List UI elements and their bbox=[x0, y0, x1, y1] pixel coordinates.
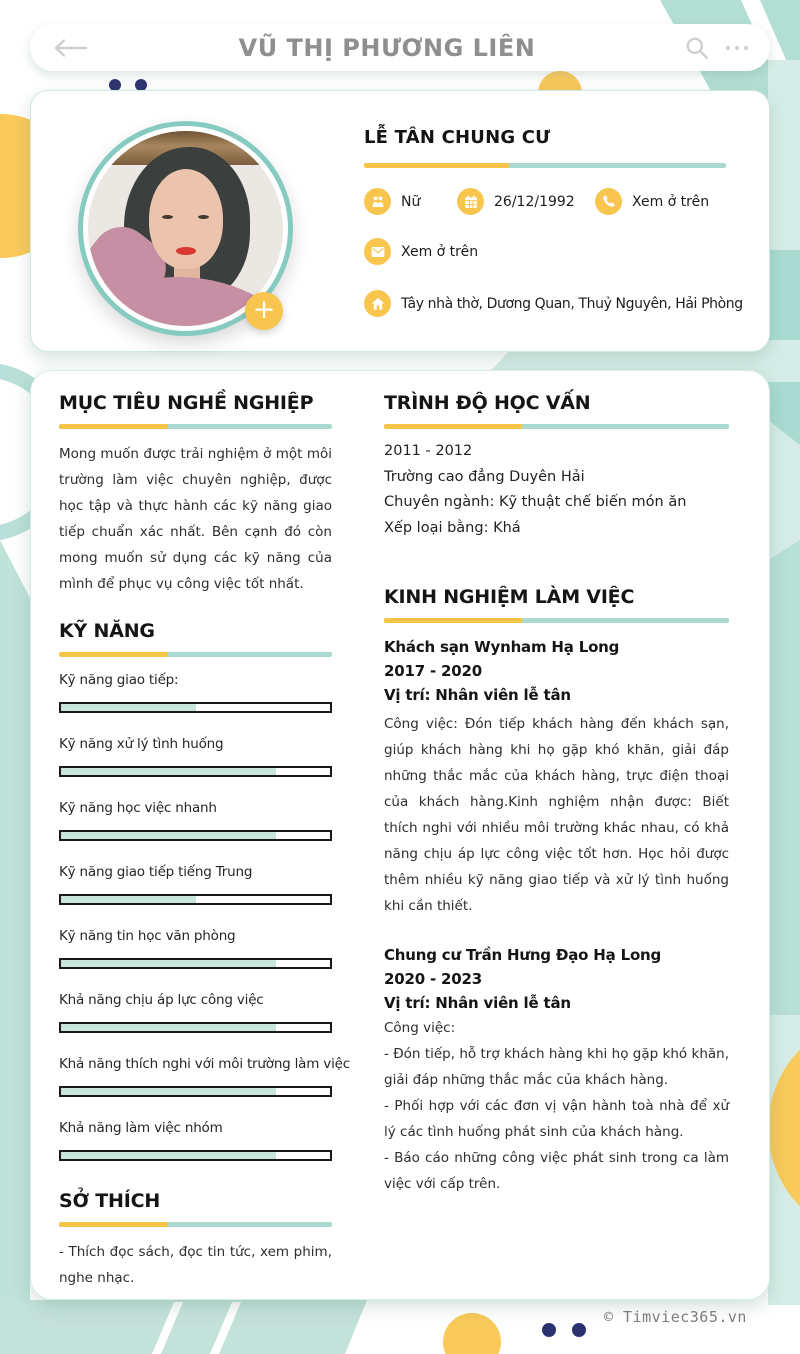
skill-bar bbox=[59, 1150, 332, 1161]
skill-bar-fill bbox=[61, 832, 276, 839]
info-row-2 bbox=[364, 238, 756, 265]
skills-heading: KỸ NĂNG bbox=[59, 620, 155, 642]
home-icon bbox=[364, 290, 391, 317]
skill-bar bbox=[59, 1086, 332, 1097]
page-title: VŨ THỊ PHƯƠNG LIÊN bbox=[238, 33, 536, 62]
education-section bbox=[384, 391, 729, 541]
skill-bar bbox=[59, 766, 332, 777]
objective-text: Mong muốn được trải nghiệm ở một môi trường làm việc chuyên nghiệp, được học tập và thực hành các kỹ năng giao tiếp chuẩn xác nhất. Bên cạnh đó còn mong muốn sử dụng các kỹ năng của mình để phục vụ công việc tốt nhất. bbox=[59, 446, 332, 592]
skill-item bbox=[59, 1055, 350, 1097]
job-position: Vị trí: Nhân viên lễ tân bbox=[384, 686, 571, 704]
skill-bar-fill bbox=[61, 1024, 276, 1031]
skill-item bbox=[59, 799, 332, 841]
skill-bar-fill bbox=[61, 1152, 276, 1159]
profile-card bbox=[30, 90, 770, 352]
education-major: Chuyên ngành: Kỹ thuật chế biến món ăn bbox=[384, 494, 687, 510]
skill-bar-fill bbox=[61, 1088, 276, 1095]
back-arrow-icon bbox=[50, 36, 90, 60]
gender-value: Nữ bbox=[401, 193, 421, 210]
skill-item bbox=[59, 671, 332, 713]
job-company: Khách sạn Wynham Hạ Long bbox=[384, 638, 620, 656]
job-period: 2017 - 2020 bbox=[384, 662, 482, 680]
skill-bar bbox=[59, 894, 332, 905]
hobbies-heading: SỞ THÍCH bbox=[59, 1190, 161, 1212]
skill-label: Kỹ năng tin học văn phòng bbox=[59, 928, 236, 944]
left-column bbox=[59, 391, 350, 1291]
skill-item bbox=[59, 927, 332, 969]
skill-bar-fill bbox=[61, 704, 196, 711]
more-button[interactable] bbox=[724, 43, 750, 53]
search-icon bbox=[684, 35, 710, 61]
experience-heading: KINH NGHIỆM LÀM VIỆC bbox=[384, 586, 635, 608]
phone-value: Xem ở trên bbox=[632, 193, 710, 210]
hobbies-section bbox=[59, 1189, 332, 1291]
gender-icon bbox=[364, 188, 391, 215]
job-bullet: - Đón tiếp, hỗ trợ khách hàng khi họ gặp khó khăn, giải đáp những thắc mắc của khách hàng. bbox=[384, 1046, 729, 1088]
job-bullet: - Phối hợp với các đơn vị vận hành toà nhà để xử lý các tình huống phát sinh của khách hàng. bbox=[384, 1098, 729, 1140]
skill-label: Kỹ năng xử lý tình huống bbox=[59, 736, 224, 752]
email-field bbox=[364, 238, 478, 265]
job-description: Công việc: Đón tiếp khách hàng đến khách sạn, giúp khách hàng khi họ gặp khó khăn, giải đáp những thắc mắc của khách hàng, trực điện thoại của khách hàng.Kinh nghiệm nhận được: Biết thích nghi với nhiều môi trường khác nhau, có khả năng chịu áp lực công việc tốt hơn. Học hỏi được thêm nhiều kỹ năng giao tiếp và xử lý tình huống khi cần thiết. bbox=[384, 716, 729, 914]
gender-field bbox=[364, 188, 457, 215]
skill-bar-fill bbox=[61, 960, 276, 967]
info-row-3 bbox=[364, 290, 756, 317]
skill-bar bbox=[59, 1022, 332, 1033]
skill-bar bbox=[59, 958, 332, 969]
skill-bar-fill bbox=[61, 896, 196, 903]
job-title: LỄ TÂN CHUNG CƯ bbox=[364, 127, 551, 148]
title-underline bbox=[364, 163, 726, 168]
right-column bbox=[384, 391, 729, 1197]
education-school: Trường cao đẳng Duyên Hải bbox=[384, 468, 585, 485]
skill-label: Kỹ năng giao tiếp tiếng Trung bbox=[59, 864, 253, 880]
skills-list bbox=[59, 671, 350, 1161]
skill-bar-fill bbox=[61, 768, 276, 775]
job-intro: Công việc: bbox=[384, 1020, 456, 1036]
email-value: Xem ở trên bbox=[401, 243, 479, 260]
section-underline bbox=[384, 618, 729, 623]
education-grade: Xếp loại bằng: Khá bbox=[384, 519, 521, 536]
skill-bar bbox=[59, 830, 332, 841]
header-bar bbox=[30, 24, 770, 71]
skill-item bbox=[59, 1119, 332, 1161]
ellipsis-icon bbox=[724, 43, 750, 53]
address-value: Tây nhà thờ, Dương Quan, Thuỷ Nguyên, Hải Phòng bbox=[401, 295, 743, 312]
section-underline bbox=[59, 1222, 332, 1227]
footer-copyright: © Timviec365.vn bbox=[604, 1308, 747, 1326]
hobbies-text: - Thích đọc sách, đọc tin tức, xem phim, nghe nhạc. bbox=[59, 1244, 332, 1286]
job-position: Vị trí: Nhân viên lễ tân bbox=[384, 994, 571, 1012]
objective-section bbox=[59, 391, 332, 597]
navy-dot bbox=[572, 1323, 586, 1337]
skills-section bbox=[59, 619, 350, 1161]
calendar-icon bbox=[457, 188, 484, 215]
plus-icon: + bbox=[252, 294, 276, 325]
experience-section bbox=[384, 585, 729, 1197]
add-photo-button[interactable] bbox=[245, 292, 283, 330]
education-entry bbox=[384, 439, 729, 541]
info-row-1 bbox=[364, 188, 756, 215]
profile-info bbox=[364, 127, 756, 317]
birthday-value: 26/12/1992 bbox=[494, 193, 575, 210]
navy-dot bbox=[542, 1323, 556, 1337]
job-entry bbox=[384, 635, 729, 919]
section-underline bbox=[59, 652, 332, 657]
section-underline bbox=[384, 424, 729, 429]
phone-icon bbox=[595, 188, 622, 215]
education-period: 2011 - 2012 bbox=[384, 443, 473, 459]
cv-body-card bbox=[30, 370, 770, 1300]
back-button[interactable] bbox=[50, 36, 90, 60]
birthday-field bbox=[457, 188, 595, 215]
skill-label: Khả năng chịu áp lực công việc bbox=[59, 992, 264, 1008]
section-underline bbox=[59, 424, 332, 429]
photo-lips bbox=[176, 247, 196, 255]
skill-label: Kỹ năng giao tiếp: bbox=[59, 672, 179, 688]
job-entry bbox=[384, 943, 729, 1197]
phone-field bbox=[595, 188, 709, 215]
skill-item bbox=[59, 735, 332, 777]
job-period: 2020 - 2023 bbox=[384, 970, 482, 988]
address-field bbox=[364, 290, 743, 317]
objective-heading: MỤC TIÊU NGHỀ NGHIỆP bbox=[59, 392, 314, 414]
job-bullet: - Báo cáo những công việc phát sinh trong ca làm việc với cấp trên. bbox=[384, 1150, 729, 1192]
job-company: Chung cư Trần Hưng Đạo Hạ Long bbox=[384, 946, 662, 964]
search-button[interactable] bbox=[684, 35, 710, 61]
skill-item bbox=[59, 991, 332, 1033]
skill-bar bbox=[59, 702, 332, 713]
skill-label: Khả năng làm việc nhóm bbox=[59, 1120, 223, 1136]
skill-label: Kỹ năng học việc nhanh bbox=[59, 800, 217, 816]
job-bullet-list bbox=[384, 1041, 729, 1197]
bg-bottom-band bbox=[0, 1300, 367, 1354]
education-heading: TRÌNH ĐỘ HỌC VẤN bbox=[384, 392, 591, 414]
skill-label: Khả năng thích nghi với môi trường làm việc bbox=[59, 1056, 350, 1072]
skill-item bbox=[59, 863, 332, 905]
email-icon bbox=[364, 238, 391, 265]
